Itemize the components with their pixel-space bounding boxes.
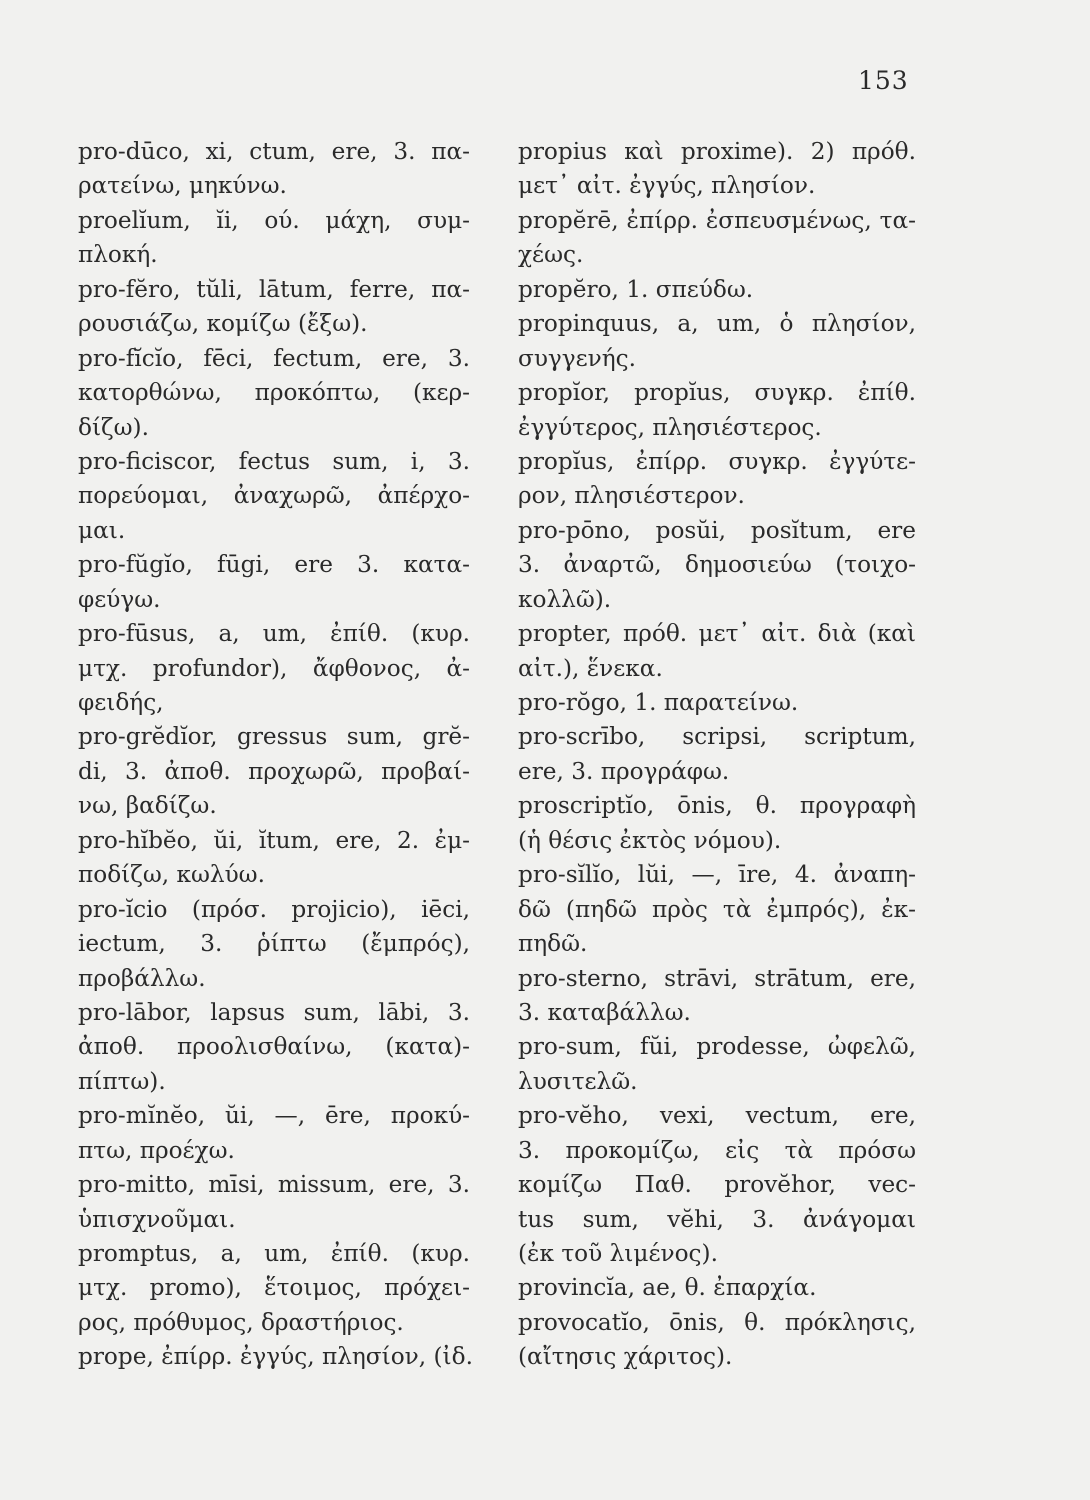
dictionary-line: propter, πρόθ. μετ᾽ αἰτ. διὰ (καὶ [518, 620, 916, 648]
dictionary-line: pro-dūco, xi, ctum, ere, 3. πα- [78, 138, 470, 165]
dictionary-line: prope, ἐπίρρ. ἐγγύς, πλησίον, (ἰδ. [78, 1343, 473, 1371]
dictionary-line: φεύγω. [78, 585, 161, 613]
dictionary-line: provocatĭo, ōnis, θ. πρόκλησις, [518, 1308, 916, 1336]
dictionary-line: proscriptĭo, ōnis, θ. προγραφὴ [518, 792, 916, 820]
dictionary-line: pro-ĭcio (πρόσ. projicio), iēci, [78, 895, 470, 923]
dictionary-line: ἀποθ. προολισθαίνω, (κατα)- [78, 1033, 470, 1061]
dictionary-line: κολλῶ). [518, 585, 612, 613]
page-number: 153 [858, 66, 909, 95]
dictionary-line: 3. καταβάλλω. [518, 998, 691, 1026]
dictionary-line: 3. ἀναρτῶ, δημοσιεύω (τοιχο- [518, 551, 916, 579]
dictionary-line: προβάλλω. [78, 964, 206, 992]
dictionary-line: κομίζω Παθ. provĕhor, vec- [518, 1171, 916, 1199]
dictionary-line: proelĭum, ĭi, ού. μάχη, συμ- [78, 206, 470, 234]
dictionary-line: propĭor, propĭus, συγκρ. ἐπίθ. [518, 379, 916, 407]
dictionary-line: μετ᾽ αἰτ. ἐγγύς, πλησίον. [518, 172, 816, 200]
dictionary-line: νω, βαδίζω. [78, 792, 217, 820]
dictionary-line: μτχ. profundor), ἄφθονος, ἀ- [78, 654, 470, 682]
dictionary-line: propinquus, a, um, ὁ πλησίον, [518, 310, 916, 338]
dictionary-line: πηδῶ. [518, 930, 588, 958]
dictionary-line: αἰτ.), ἕνεκα. [518, 654, 663, 682]
dictionary-line: μαι. [78, 516, 126, 544]
dictionary-line: pro-sterno, strāvi, strātum, ere, [518, 964, 916, 992]
left-column [78, 135, 473, 1375]
dictionary-line: δῶ (πηδῶ πρὸς τὰ ἐμπρός), ἐκ- [518, 895, 916, 923]
dictionary-line: pro-ficiscor, fectus sum, i, 3. [78, 447, 470, 475]
dictionary-line: provincĭa, ae, θ. ἐπαρχία. [518, 1274, 817, 1302]
dictionary-line: pro-rŏgo, 1. παρατείνω. [518, 689, 799, 716]
dictionary-line: λυσιτελῶ. [518, 1067, 638, 1095]
right-column [518, 135, 916, 1375]
dictionary-line: ρατείνω, μηκύνω. [78, 172, 287, 200]
dictionary-line: promptus, a, um, ἐπίθ. (κυρ. [78, 1240, 470, 1267]
dictionary-line: (αἴτησις χάριτος). [518, 1343, 733, 1371]
dictionary-line: pro-grĕdĭor, gressus sum, grĕ- [78, 723, 470, 751]
dictionary-line: propĕrē, ἐπίρρ. ἐσπευσμένως, τα- [518, 206, 916, 234]
dictionary-line: pro-scrībo, scripsi, scriptum, [518, 723, 916, 751]
dictionary-line: φειδής, [78, 689, 164, 716]
dictionary-line: (ἡ θέσις ἐκτὸς νόμου). [518, 826, 782, 854]
dictionary-line: δίζω). [78, 413, 149, 441]
dictionary-line: tus sum, vĕhi, 3. ἀνάγομαι [518, 1205, 916, 1233]
dictionary-line: (ἐκ τοῦ λιμένος). [518, 1240, 718, 1267]
dictionary-line: pro-mĭnĕo, ŭi, —, ēre, προκύ- [78, 1102, 470, 1130]
dictionary-line: iectum, 3. ῥίπτω (ἔμπρός), [78, 930, 470, 958]
dictionary-line: 3. προκομίζω, εἰς τὰ πρόσω [518, 1136, 916, 1164]
dictionary-line: propĕro, 1. σπεύδω. [518, 275, 754, 303]
dictionary-line: ὑπισχνοῦμαι. [78, 1205, 236, 1233]
dictionary-line: pro-fūsus, a, um, ἐπίθ. (κυρ. [78, 620, 470, 648]
dictionary-line: πλοκή. [78, 241, 158, 269]
dictionary-line: pro-sĭlĭo, lŭi, —, īre, 4. ἀναπη- [518, 861, 916, 889]
dictionary-line: di, 3. ἀποθ. προχωρῶ, προβαί- [78, 757, 470, 785]
dictionary-line: ρον, πλησιέστερον. [518, 482, 745, 510]
dictionary-line: pro-lābor, lapsus sum, lābi, 3. [78, 998, 470, 1026]
dictionary-line: πτω, προέχω. [78, 1136, 235, 1164]
dictionary-line: pro-sum, fŭi, prodesse, ὠφελῶ, [518, 1033, 916, 1061]
dictionary-line: μτχ. promo), ἕτοιμος, πρόχει- [78, 1274, 470, 1302]
dictionary-line: propius καὶ proxime). 2) πρόθ. [518, 138, 916, 165]
dictionary-line: πορεύομαι, ἀναχωρῶ, ἀπέρχο- [78, 482, 470, 510]
dictionary-line: πίπτω). [78, 1067, 166, 1095]
dictionary-line: pro-fĕro, tŭli, lātum, ferre, πα- [78, 275, 470, 303]
dictionary-line: κατορθώνω, προκόπτω, (κερ- [78, 379, 470, 407]
dictionary-line: propĭus, ἐπίρρ. συγκρ. ἐγγύτε- [518, 447, 916, 475]
dictionary-line: pro-mitto, mīsi, missum, ere, 3. [78, 1171, 470, 1199]
dictionary-line: pro-hĭbĕo, ŭi, ĭtum, ere, 2. ἐμ- [78, 826, 470, 854]
dictionary-line: pro-fŭgĭo, fūgi, ere 3. κατα- [78, 551, 470, 579]
dictionary-line: ere, 3. προγράφω. [518, 757, 730, 785]
dictionary-line: pro-vĕho, vexi, vectum, ere, [518, 1102, 916, 1130]
dictionary-line: ποδίζω, κωλύω. [78, 861, 265, 889]
dictionary-line: pro-pōno, posŭi, posĭtum, ere [518, 516, 916, 544]
dictionary-line: ρουσιάζω, κομίζω (ἔξω). [78, 310, 368, 338]
dictionary-line: συγγενής. [518, 344, 636, 372]
dictionary-line: χέως. [518, 241, 584, 269]
dictionary-line: ρος, πρόθυμος, δραστήριος. [78, 1308, 404, 1336]
dictionary-line: ἐγγύτερος, πλησιέστερος. [518, 413, 822, 441]
dictionary-line: pro-fĭcĭo, fēci, fectum, ere, 3. [78, 344, 470, 372]
